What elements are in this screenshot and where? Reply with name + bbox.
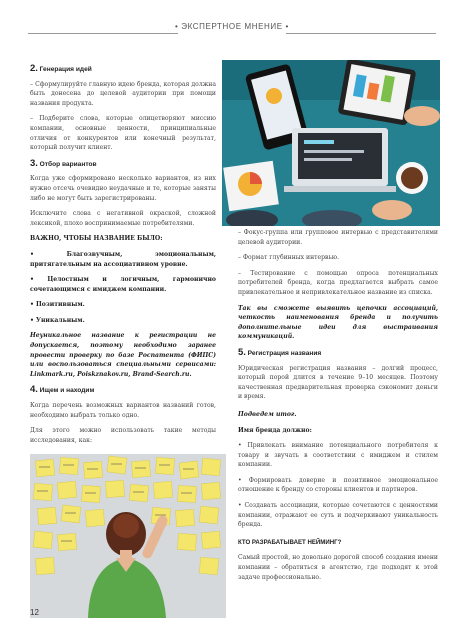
section-2-heading: 2. Генерация идей bbox=[30, 63, 92, 74]
bullet-item: • Создавать ассоциации, которые сочетаются с ценностями компании, отражают ее суть и подчеркивают уникальность бренда. bbox=[238, 502, 438, 529]
paragraph: Исключите слова с негативной окраской, сложной лексикой, плохо воспринимаемые потребителями. bbox=[30, 210, 216, 227]
bullet-item: • Благозвучным, эмоциональным, притягательным на ассоциативном уровне. bbox=[30, 250, 216, 268]
section-4-heading: 4. Ищем и находим bbox=[30, 384, 95, 396]
paragraph: Когда уже сформировано несколько вариантов, из них нужно отсечь очевидно неудачные и те, которые заняты либо не могут быть зарегистрированы. bbox=[30, 175, 216, 202]
naming-heading: КТО РАЗРАБАТЫВАЕТ НЕЙМИНГ? bbox=[238, 538, 342, 546]
italic-callout: Так вы сможете выявить цепочки ассоциаций, четкость наименования бренда и получить дополнительные идеи для выстраивания коммуникаций. bbox=[238, 304, 438, 341]
left-column bbox=[30, 60, 216, 451]
sticky-notes-photo bbox=[30, 454, 226, 618]
bullet-item: • Целостным и логичным, гармонично сочетающимся с имиджем компании. bbox=[30, 276, 216, 293]
method-item: – Фокус-группа или групповое интервью с представителями целевой аудитории. bbox=[238, 229, 438, 246]
page-number: 12 bbox=[30, 608, 39, 617]
section-header: • ЭКСПЕРТНОЕ МНЕНИЕ • bbox=[170, 22, 294, 31]
business-tech-photo bbox=[222, 60, 440, 226]
method-item: – Тестирование с помощью опроса потенциальных потребителей бренда, когда предлагается выбрать самое привлекательное и непривлекательное название из списка. bbox=[238, 269, 438, 296]
paragraph: – Сформулируйте главную идею бренда, которая должна быть донесена до целевой аудитории при помощи названия продукта. bbox=[30, 80, 216, 107]
bullet-item: • Формировать доверие и позитивное эмоциональное отношение к бренду со стороны клиентов и партнеров. bbox=[238, 476, 438, 494]
section-3-heading: 3. Отбор вариантов bbox=[30, 157, 97, 169]
summary-heading: Подведем итог. bbox=[238, 410, 297, 418]
bullet-item: • Привлекать внимание потенциального потребителя к товару и звучать в соответствии с имиджем и стилем компании. bbox=[238, 442, 438, 469]
paragraph: Когда перечень возможных вариантов названий готов, необходимо выбрать только одно. bbox=[30, 402, 216, 419]
header-rule-left bbox=[28, 33, 178, 34]
method-item: – Формат глубинных интервью. bbox=[238, 254, 340, 262]
italic-note: Неуникальное название к регистрации не допускается, поэтому необходимо заранее провести проверку по базе Роспатента (ФИПС) или воспользоваться специальными сервисами: Linkmark.ru, Poiskznakov.ru, Brand-Search.ru. bbox=[30, 332, 216, 378]
sticky-notes-illustration bbox=[30, 454, 226, 618]
section-5-heading: 5. Регистрация названия bbox=[238, 346, 322, 358]
important-heading: ВАЖНО, ЧТОБЫ НАЗВАНИЕ БЫЛО: bbox=[30, 235, 163, 243]
paragraph: Юридическая регистрация названия – долгий процесс, который порой длится в течение 9–10 месяцев. Поэтому качественная предварительная проверка сэкономит деньги и время. bbox=[238, 364, 438, 401]
header-rule-right bbox=[286, 33, 436, 34]
right-column bbox=[238, 228, 438, 588]
paragraph: – Подберите слова, которые олицетворяют миссию компании, основные ценности, принципиальные отличия от конкурентов или конечный результат, который получит клиент. bbox=[30, 115, 216, 152]
bullet-item: • Позитивным. bbox=[30, 301, 85, 309]
business-tech-illustration bbox=[222, 60, 440, 226]
must-heading: Имя бренда должно: bbox=[238, 426, 312, 434]
paragraph: Самый простой, но довольно дорогой способ создания имени компании – обратиться в агентство, где подходят к этой задаче профессионально. bbox=[238, 554, 438, 581]
bullet-item: • Уникальным. bbox=[30, 316, 85, 324]
paragraph: Для этого можно использовать такие методы исследования, как: bbox=[30, 427, 216, 444]
